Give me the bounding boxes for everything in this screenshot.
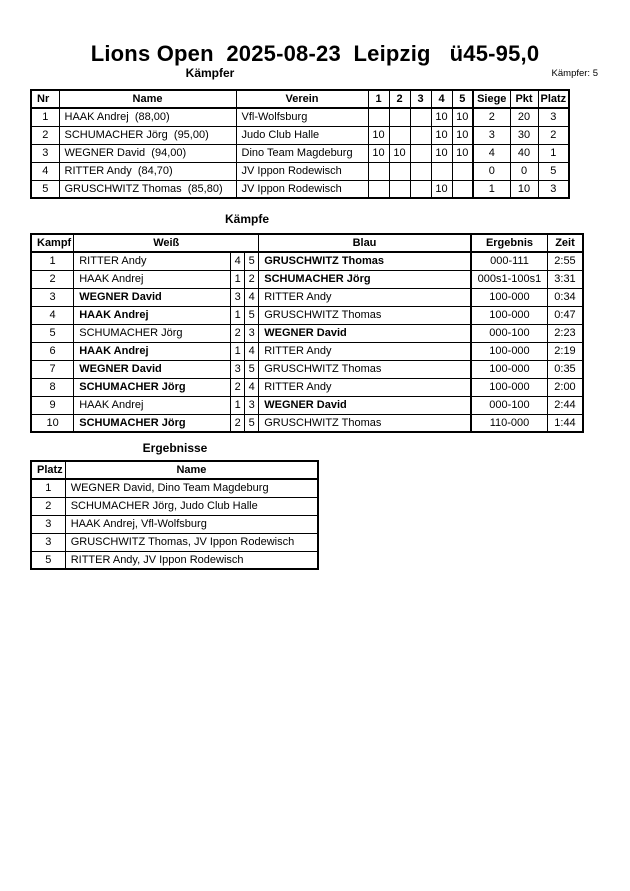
results-table (30, 460, 319, 570)
bout-number: 2 (31, 270, 74, 288)
bout-result: 100-000 (471, 306, 548, 324)
blau-fighter-name: GRUSCHWITZ Thomas (259, 414, 471, 432)
result-platz: 3 (31, 533, 65, 551)
result-row (31, 533, 318, 551)
weiss-fighter-nr: 3 (231, 288, 245, 306)
bout-row (31, 378, 583, 396)
weiss-fighter-name: RITTER Andy (74, 252, 231, 270)
fighter-score-4 (431, 162, 452, 180)
fighter-verein: Vfl-Wolfsburg (236, 108, 368, 126)
fighter-platz: 1 (538, 144, 569, 162)
result-row (31, 497, 318, 515)
fighter-score-3 (410, 180, 431, 198)
bout-number: 4 (31, 306, 74, 324)
weiss-fighter-name: WEGNER David (74, 288, 231, 306)
weiss-fighter-name: SCHUMACHER Jörg (74, 324, 231, 342)
fighter-platz: 3 (538, 108, 569, 126)
bout-result: 110-000 (471, 414, 548, 432)
col-header-blau: Blau (259, 234, 471, 252)
result-name: HAAK Andrej, Vfl-Wolfsburg (65, 515, 318, 533)
fighter-siege: 2 (473, 108, 510, 126)
weiss-fighter-nr: 2 (231, 414, 245, 432)
fighter-siege: 0 (473, 162, 510, 180)
fighter-score-2 (389, 108, 410, 126)
fighter-verein: Dino Team Magdeburg (236, 144, 368, 162)
fighter-nr: 3 (31, 144, 59, 162)
bout-result: 000-100 (471, 324, 548, 342)
results-header-row (31, 461, 318, 479)
result-name: GRUSCHWITZ Thomas, JV Ippon Rodewisch (65, 533, 318, 551)
fighter-pkt: 10 (510, 180, 538, 198)
blau-fighter-nr: 4 (245, 288, 259, 306)
fighter-siege: 4 (473, 144, 510, 162)
fighter-platz: 5 (538, 162, 569, 180)
bout-row (31, 396, 583, 414)
fighter-row (31, 126, 569, 144)
fighter-score-4: 10 (431, 108, 452, 126)
fighter-score-2 (389, 180, 410, 198)
fighter-score-4: 10 (431, 126, 452, 144)
fighter-nr: 2 (31, 126, 59, 144)
col-header-5: 5 (452, 90, 473, 108)
fighter-score-5: 10 (452, 108, 473, 126)
weiss-fighter-name: SCHUMACHER Jörg (74, 414, 231, 432)
weiss-fighter-nr: 1 (231, 306, 245, 324)
fighter-score-1: 10 (368, 126, 389, 144)
bout-time: 1:44 (548, 414, 583, 432)
weiss-fighter-name: WEGNER David (74, 360, 231, 378)
fighter-verein: JV Ippon Rodewisch (236, 180, 368, 198)
fighter-score-3 (410, 108, 431, 126)
fighter-name: SCHUMACHER Jörg (95,00) (59, 126, 236, 144)
bouts-header-row (31, 234, 583, 252)
fighter-score-5 (452, 162, 473, 180)
fighter-score-5 (452, 180, 473, 198)
col-header-weiss: Weiß (74, 234, 259, 252)
weiss-fighter-name: HAAK Andrej (74, 396, 231, 414)
fighter-name: WEGNER David (94,00) (59, 144, 236, 162)
weiss-fighter-name: HAAK Andrej (74, 270, 231, 288)
blau-fighter-nr: 2 (245, 270, 259, 288)
bout-row (31, 270, 583, 288)
fighters-section-heading: Kämpfer (185, 66, 235, 80)
fighter-score-5: 10 (452, 126, 473, 144)
bout-row (31, 288, 583, 306)
fighter-nr: 1 (31, 108, 59, 126)
fighter-pkt: 0 (510, 162, 538, 180)
blau-fighter-nr: 5 (245, 252, 259, 270)
blau-fighter-nr: 4 (245, 378, 259, 396)
fighter-score-3 (410, 126, 431, 144)
weiss-fighter-nr: 2 (231, 324, 245, 342)
bout-result: 100-000 (471, 342, 548, 360)
col-header-siege: Siege (473, 90, 510, 108)
fighters-header-row (31, 90, 569, 108)
fighter-verein: Judo Club Halle (236, 126, 368, 144)
blau-fighter-name: GRUSCHWITZ Thomas (259, 306, 471, 324)
blau-fighter-name: WEGNER David (259, 396, 471, 414)
col-header-4: 4 (431, 90, 452, 108)
blau-fighter-name: SCHUMACHER Jörg (259, 270, 471, 288)
weiss-fighter-nr: 4 (231, 252, 245, 270)
bout-time: 0:34 (548, 288, 583, 306)
blau-fighter-nr: 5 (245, 360, 259, 378)
blau-fighter-name: WEGNER David (259, 324, 471, 342)
bouts-table (30, 233, 584, 433)
fighter-pkt: 30 (510, 126, 538, 144)
bout-time: 2:19 (548, 342, 583, 360)
bout-row (31, 252, 583, 270)
bout-time: 2:44 (548, 396, 583, 414)
col-header-platz: Platz (31, 461, 65, 479)
fighter-score-4: 10 (431, 144, 452, 162)
bout-result: 000-111 (471, 252, 548, 270)
bout-row (31, 342, 583, 360)
bout-time: 2:00 (548, 378, 583, 396)
blau-fighter-nr: 3 (245, 324, 259, 342)
fighter-siege: 1 (473, 180, 510, 198)
blau-fighter-nr: 4 (245, 342, 259, 360)
weiss-fighter-name: HAAK Andrej (74, 306, 231, 324)
bout-number: 6 (31, 342, 74, 360)
col-header-2: 2 (389, 90, 410, 108)
bout-number: 9 (31, 396, 74, 414)
bout-time: 0:35 (548, 360, 583, 378)
result-platz: 5 (31, 551, 65, 569)
bout-row (31, 414, 583, 432)
fighter-name: GRUSCHWITZ Thomas (85,80) (59, 180, 236, 198)
col-header-1: 1 (368, 90, 389, 108)
bout-number: 10 (31, 414, 74, 432)
bout-result: 100-000 (471, 378, 548, 396)
blau-fighter-nr: 5 (245, 306, 259, 324)
bout-time: 0:47 (548, 306, 583, 324)
fighter-pkt: 40 (510, 144, 538, 162)
fighter-score-1 (368, 180, 389, 198)
result-row (31, 479, 318, 497)
weiss-fighter-name: SCHUMACHER Jörg (74, 378, 231, 396)
blau-fighter-name: GRUSCHWITZ Thomas (259, 360, 471, 378)
result-row (31, 515, 318, 533)
bout-row (31, 324, 583, 342)
fighter-score-1: 10 (368, 144, 389, 162)
weiss-fighter-nr: 1 (231, 270, 245, 288)
result-platz: 1 (31, 479, 65, 497)
blau-fighter-name: GRUSCHWITZ Thomas (259, 252, 471, 270)
bout-number: 1 (31, 252, 74, 270)
bout-row (31, 360, 583, 378)
page-title: Lions Open 2025-08-23 Leipzig ü45-95,0 (90, 41, 540, 66)
fighter-nr: 5 (31, 180, 59, 198)
fighter-row (31, 108, 569, 126)
bout-number: 7 (31, 360, 74, 378)
results-section-heading: Ergebnisse (142, 441, 208, 455)
col-header-3: 3 (410, 90, 431, 108)
blau-fighter-name: RITTER Andy (259, 342, 471, 360)
fighter-score-2 (389, 126, 410, 144)
fighter-verein: JV Ippon Rodewisch (236, 162, 368, 180)
fighter-platz: 2 (538, 126, 569, 144)
result-name: SCHUMACHER Jörg, Judo Club Halle (65, 497, 318, 515)
bout-result: 100-000 (471, 288, 548, 306)
col-header-platz: Platz (538, 90, 569, 108)
col-header-name: Name (65, 461, 318, 479)
blau-fighter-name: RITTER Andy (259, 378, 471, 396)
fighter-score-5: 10 (452, 144, 473, 162)
weiss-fighter-nr: 1 (231, 342, 245, 360)
fighter-pkt: 20 (510, 108, 538, 126)
result-name: WEGNER David, Dino Team Magdeburg (65, 479, 318, 497)
col-header-pkt: Pkt (510, 90, 538, 108)
bout-time: 3:31 (548, 270, 583, 288)
bouts-section-heading: Kämpfe (224, 212, 269, 226)
bout-time: 2:55 (548, 252, 583, 270)
bout-result: 000s1-100s1 (471, 270, 548, 288)
fighter-row (31, 162, 569, 180)
bout-number: 3 (31, 288, 74, 306)
blau-fighter-nr: 5 (245, 414, 259, 432)
bout-number: 5 (31, 324, 74, 342)
fighter-score-1 (368, 108, 389, 126)
blau-fighter-name: RITTER Andy (259, 288, 471, 306)
fighter-row (31, 180, 569, 198)
weiss-fighter-nr: 1 (231, 396, 245, 414)
fighter-count-label: Kämpfer: 5 (551, 68, 598, 79)
col-header-kampf: Kampf (31, 234, 74, 252)
col-header-ergebnis: Ergebnis (471, 234, 548, 252)
fighter-score-3 (410, 162, 431, 180)
weiss-fighter-nr: 3 (231, 360, 245, 378)
fighter-name: RITTER Andy (84,70) (59, 162, 236, 180)
bout-result: 000-100 (471, 396, 548, 414)
col-header-nr: Nr (31, 90, 59, 108)
result-platz: 3 (31, 515, 65, 533)
bout-number: 8 (31, 378, 74, 396)
fighter-siege: 3 (473, 126, 510, 144)
fighter-score-1 (368, 162, 389, 180)
fighter-score-4: 10 (431, 180, 452, 198)
fighter-name: HAAK Andrej (88,00) (59, 108, 236, 126)
fighter-nr: 4 (31, 162, 59, 180)
fighter-score-2: 10 (389, 144, 410, 162)
result-platz: 2 (31, 497, 65, 515)
blau-fighter-nr: 3 (245, 396, 259, 414)
fighter-row (31, 144, 569, 162)
fighter-platz: 3 (538, 180, 569, 198)
weiss-fighter-nr: 2 (231, 378, 245, 396)
fighters-table (30, 89, 570, 199)
bout-time: 2:23 (548, 324, 583, 342)
col-header-name: Name (59, 90, 236, 108)
col-header-zeit: Zeit (548, 234, 583, 252)
fighter-score-3 (410, 144, 431, 162)
fighter-score-2 (389, 162, 410, 180)
bout-result: 100-000 (471, 360, 548, 378)
bout-row (31, 306, 583, 324)
weiss-fighter-name: HAAK Andrej (74, 342, 231, 360)
col-header-verein: Verein (236, 90, 368, 108)
result-row (31, 551, 318, 569)
result-name: RITTER Andy, JV Ippon Rodewisch (65, 551, 318, 569)
